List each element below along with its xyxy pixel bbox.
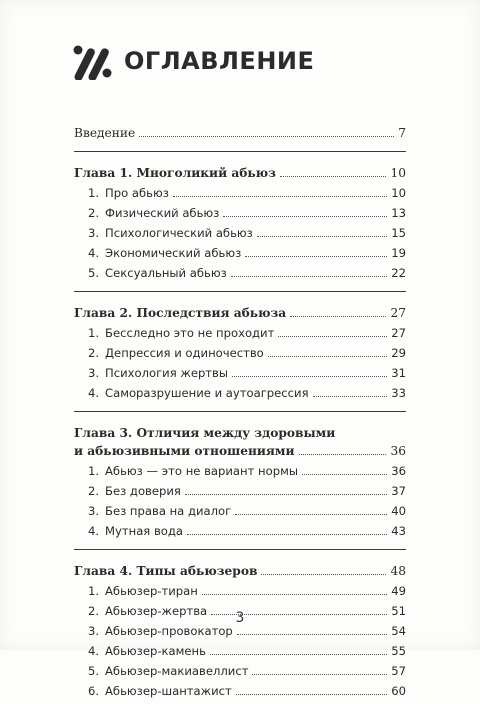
page-number-footer: 3 xyxy=(235,610,245,626)
dot-leader xyxy=(185,494,387,495)
toc-entry-label: Без доверия xyxy=(105,484,181,498)
dot-leader xyxy=(252,674,387,675)
entry-number: 3. xyxy=(88,366,100,380)
toc-page-number: 60 xyxy=(391,684,406,698)
page-title: ОГЛАВЛЕНИЕ xyxy=(124,47,315,75)
toc-page-number: 54 xyxy=(391,624,406,638)
entry-number: 2. xyxy=(88,346,100,360)
entry-number: 3. xyxy=(88,624,100,638)
toc-entry-label: Депрессия и одиночество xyxy=(105,346,264,360)
entry-number: 4. xyxy=(88,246,100,260)
toc-entry[interactable] xyxy=(74,664,406,684)
toc-page-number: 43 xyxy=(391,524,406,538)
slash-logo-icon xyxy=(72,42,112,80)
dot-leader xyxy=(257,236,387,237)
entry-number: 1. xyxy=(88,326,100,340)
toc-page-number: 36 xyxy=(391,464,406,478)
section-divider xyxy=(74,151,406,152)
toc-page-number: 49 xyxy=(391,584,406,598)
toc-page-number: 29 xyxy=(391,346,406,360)
toc-entry-intro[interactable] xyxy=(74,126,406,146)
entry-number: 3. xyxy=(88,504,100,518)
toc-entry-label: Абьюзер-шантажист xyxy=(105,684,232,698)
dot-leader xyxy=(235,514,387,515)
toc-entry-label: Без права на диалог xyxy=(105,504,232,518)
toc-entry-label: Абьюзер-тиран xyxy=(105,584,198,598)
entry-number: 4. xyxy=(88,524,100,538)
dot-leader xyxy=(245,256,387,257)
dot-leader xyxy=(223,216,387,217)
dot-leader xyxy=(278,336,387,337)
toc-page-number: 57 xyxy=(391,664,406,678)
section-divider xyxy=(74,411,406,412)
toc-entry-label: Бесследно это не проходит xyxy=(105,326,275,340)
dot-leader xyxy=(302,474,387,475)
toc-page-number: 31 xyxy=(391,366,406,380)
chapter-title: Глава 4. Типы абьюзеров xyxy=(74,564,258,578)
toc-chapter-3[interactable] xyxy=(74,444,406,464)
toc-page-number: 10 xyxy=(391,186,406,200)
section-divider xyxy=(74,549,406,550)
page-header xyxy=(72,42,314,80)
entry-number: 6. xyxy=(88,684,100,698)
toc-page-number: 10 xyxy=(390,166,406,180)
dot-leader xyxy=(139,136,394,137)
toc-entry[interactable] xyxy=(74,346,406,366)
dot-leader xyxy=(202,594,387,595)
toc-entry[interactable] xyxy=(74,584,406,604)
toc-entry-label: Физический абьюз xyxy=(105,206,220,220)
dot-leader xyxy=(261,574,386,575)
toc-page-number: 33 xyxy=(391,386,406,400)
toc-page-number: 7 xyxy=(398,126,406,140)
toc-entry[interactable] xyxy=(74,524,406,544)
toc-entry[interactable] xyxy=(74,366,406,386)
toc-page-number: 27 xyxy=(391,326,406,340)
dot-leader xyxy=(299,454,387,455)
entry-number: 1. xyxy=(88,464,100,478)
toc-entry[interactable] xyxy=(74,684,406,704)
toc-entry[interactable] xyxy=(74,504,406,524)
toc-page-number: 19 xyxy=(391,246,406,260)
toc-page-number: 15 xyxy=(391,226,406,240)
dot-leader xyxy=(232,376,387,377)
chapter-title: и абьюзивными отношениями xyxy=(74,444,295,458)
toc-page-number: 22 xyxy=(391,266,406,280)
toc-page-number: 13 xyxy=(391,206,406,220)
dot-leader xyxy=(268,356,387,357)
entry-number: 5. xyxy=(88,664,100,678)
toc-entry[interactable] xyxy=(74,246,406,266)
toc-entry-label: Введение xyxy=(74,126,136,140)
toc-chapter-4[interactable] xyxy=(74,564,406,584)
toc-chapter-1[interactable] xyxy=(74,166,406,186)
dot-leader xyxy=(280,176,387,177)
dot-leader xyxy=(210,654,387,655)
entry-number: 1. xyxy=(88,584,100,598)
toc-entry[interactable] xyxy=(74,266,406,286)
toc-entry[interactable] xyxy=(74,644,406,664)
toc-entry-label: Абьюз — это не вариант нормы xyxy=(105,464,298,478)
toc-page-number: 51 xyxy=(391,604,406,618)
dot-leader xyxy=(173,196,387,197)
dot-leader xyxy=(237,634,387,635)
dot-leader xyxy=(187,534,387,535)
section-divider xyxy=(74,291,406,292)
chapter-title-line1: Глава 3. Отличия между здоровыми xyxy=(74,426,336,440)
toc-entry[interactable] xyxy=(74,386,406,406)
toc-chapter-2[interactable] xyxy=(74,306,406,326)
toc-page-number: 48 xyxy=(390,564,406,578)
toc-entry[interactable] xyxy=(74,326,406,346)
entry-number: 3. xyxy=(88,226,100,240)
toc-entry-label: Сексуальный абьюз xyxy=(105,266,227,280)
dot-leader xyxy=(236,694,387,695)
toc-entry-label: Абьюзер-макиавеллист xyxy=(105,664,249,678)
chapter-title: Глава 2. Последствия абьюза xyxy=(74,306,287,320)
toc-page-number: 55 xyxy=(391,644,406,658)
toc-entry-label: Про абьюз xyxy=(105,186,169,200)
entry-number: 4. xyxy=(88,644,100,658)
toc-entry-label: Саморазрушение и аутоагрессия xyxy=(105,386,309,400)
dot-leader xyxy=(290,316,386,317)
entry-number: 4. xyxy=(88,386,100,400)
dot-leader xyxy=(313,396,388,397)
dot-leader xyxy=(231,276,387,277)
entry-number: 2. xyxy=(88,206,100,220)
toc-entry-label: Психология жертвы xyxy=(105,366,229,380)
toc-entry-label: Абьюзер-жертва xyxy=(105,604,208,618)
entry-number: 1. xyxy=(88,186,100,200)
toc-page-number: 36 xyxy=(390,444,406,458)
toc-entry-label: Абьюзер-провокатор xyxy=(105,624,233,638)
toc-entry[interactable] xyxy=(74,206,406,226)
toc-page-number: 37 xyxy=(391,484,406,498)
toc-page-number: 27 xyxy=(390,306,406,320)
toc-entry-label: Мутная вода xyxy=(105,524,184,538)
toc-page-number: 40 xyxy=(391,504,406,518)
entry-number: 2. xyxy=(88,604,100,618)
entry-number: 5. xyxy=(88,266,100,280)
toc-entry[interactable] xyxy=(74,484,406,504)
toc-entry-label: Абьюзер-камень xyxy=(105,644,206,658)
chapter-title: Глава 1. Многоликий абьюз xyxy=(74,166,276,180)
toc-entry-label: Психологический абьюз xyxy=(105,226,253,240)
toc-entry[interactable] xyxy=(74,226,406,246)
toc-entry[interactable] xyxy=(74,186,406,206)
toc-entry[interactable] xyxy=(74,464,406,484)
entry-number: 2. xyxy=(88,484,100,498)
toc-entry[interactable] xyxy=(74,624,406,644)
toc-entry-label: Экономический абьюз xyxy=(105,246,242,260)
